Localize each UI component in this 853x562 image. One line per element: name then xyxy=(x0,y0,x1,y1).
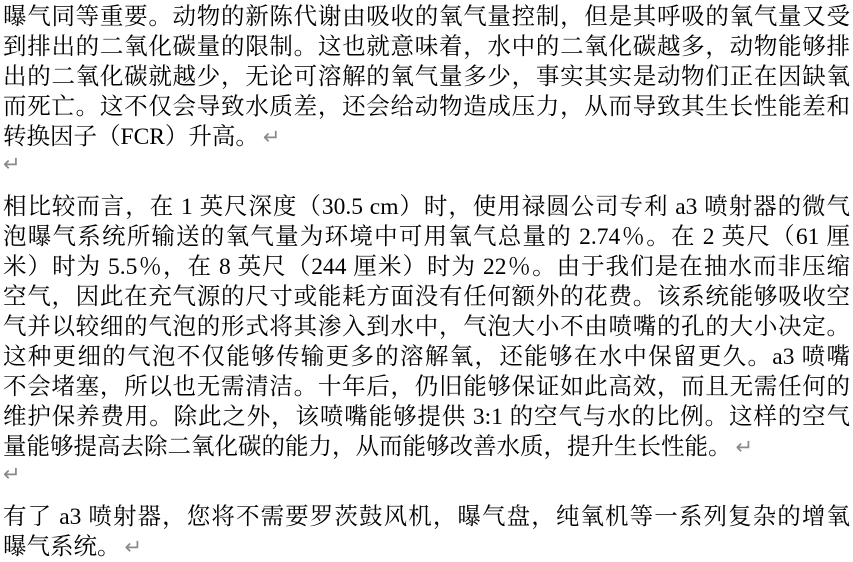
text-line-content: 这种更细的气泡不仅能够传输更多的溶解氧，还能够在水中保留更久。a3 喷嘴 xyxy=(3,344,850,370)
text-line xyxy=(3,62,850,92)
paragraph-mark-icon: ↵ xyxy=(3,152,21,176)
text-line xyxy=(3,32,850,62)
paragraph-mark-icon: ↵ xyxy=(124,535,143,559)
paragraph-mark-icon: ↵ xyxy=(3,462,21,486)
text-line-content: 米）时为 5.5％，在 8 英尺（244 厘米）时为 22％。由于我们是在抽水而非压缩 xyxy=(3,254,850,280)
text-line-content: 有了 a3 喷射器，您将不需要罗茨鼓风机，曝气盘，纯氧机等一系列复杂的增氧 xyxy=(3,504,850,530)
text-line-content: 曝气系统。 xyxy=(3,534,121,560)
text-line xyxy=(3,312,850,342)
text-line-content: 泡曝气系统所输送的氧气量为环境中可用氧气总量的 2.74％。在 2 英尺（61 厘 xyxy=(3,224,850,250)
text-line xyxy=(3,252,850,282)
document-text-body xyxy=(3,2,850,562)
text-line xyxy=(3,2,850,32)
text-line-content: 而死亡。这不仅会导致水质差，还会给动物造成压力，从而导致其生长性能差和 xyxy=(3,94,850,120)
text-line-content: 维护保养费用。除此之外，该喷嘴能够提供 3:1 的空气与水的比例。这样的空气 xyxy=(3,404,850,430)
text-line xyxy=(3,192,850,222)
empty-paragraph-line xyxy=(3,152,850,192)
text-line-content: 曝气同等重要。动物的新陈代谢由吸收的氧气量控制，但是其呼吸的氧气量又受 xyxy=(3,4,850,30)
text-line-content: 不会堵塞，所以也无需清洁。十年后，仍旧能够保证如此高效，而且无需任何的 xyxy=(3,374,850,400)
text-line-content: 气并以较细的气泡的形式将其渗入到水中，气泡大小不由喷嘴的孔的大小决定。 xyxy=(3,314,850,340)
paragraph-mark-icon: ↵ xyxy=(262,125,281,149)
text-line xyxy=(3,432,850,462)
text-line-content: 转换因子（FCR）升高。 xyxy=(3,124,259,150)
text-line xyxy=(3,342,850,372)
text-line-content: 出的二氧化碳就越少，无论可溶解的氧气量多少，事实其实是动物们正在因缺氧 xyxy=(3,64,850,90)
text-line-content: 空气，因此在充气源的尺寸或能耗方面没有任何额外的花费。该系统能够吸收空 xyxy=(3,284,850,310)
text-line xyxy=(3,282,850,312)
empty-paragraph-line xyxy=(3,462,850,502)
text-line xyxy=(3,222,850,252)
text-line xyxy=(3,402,850,432)
text-line-content: 到排出的二氧化碳量的限制。这也就意味着，水中的二氧化碳越多，动物能够排 xyxy=(3,34,850,60)
paragraph-mark-icon: ↵ xyxy=(735,435,754,459)
text-line xyxy=(3,122,850,152)
text-line xyxy=(3,92,850,122)
text-line xyxy=(3,532,850,562)
text-line-content: 相比较而言，在 1 英尺深度（30.5 cm）时，使用禄圆公司专利 a3 喷射器的微气 xyxy=(3,194,850,220)
text-line-content: 量能够提高去除二氧化碳的能力，从而能够改善水质，提升生长性能。 xyxy=(3,434,732,460)
text-line xyxy=(3,502,850,532)
text-line xyxy=(3,372,850,402)
